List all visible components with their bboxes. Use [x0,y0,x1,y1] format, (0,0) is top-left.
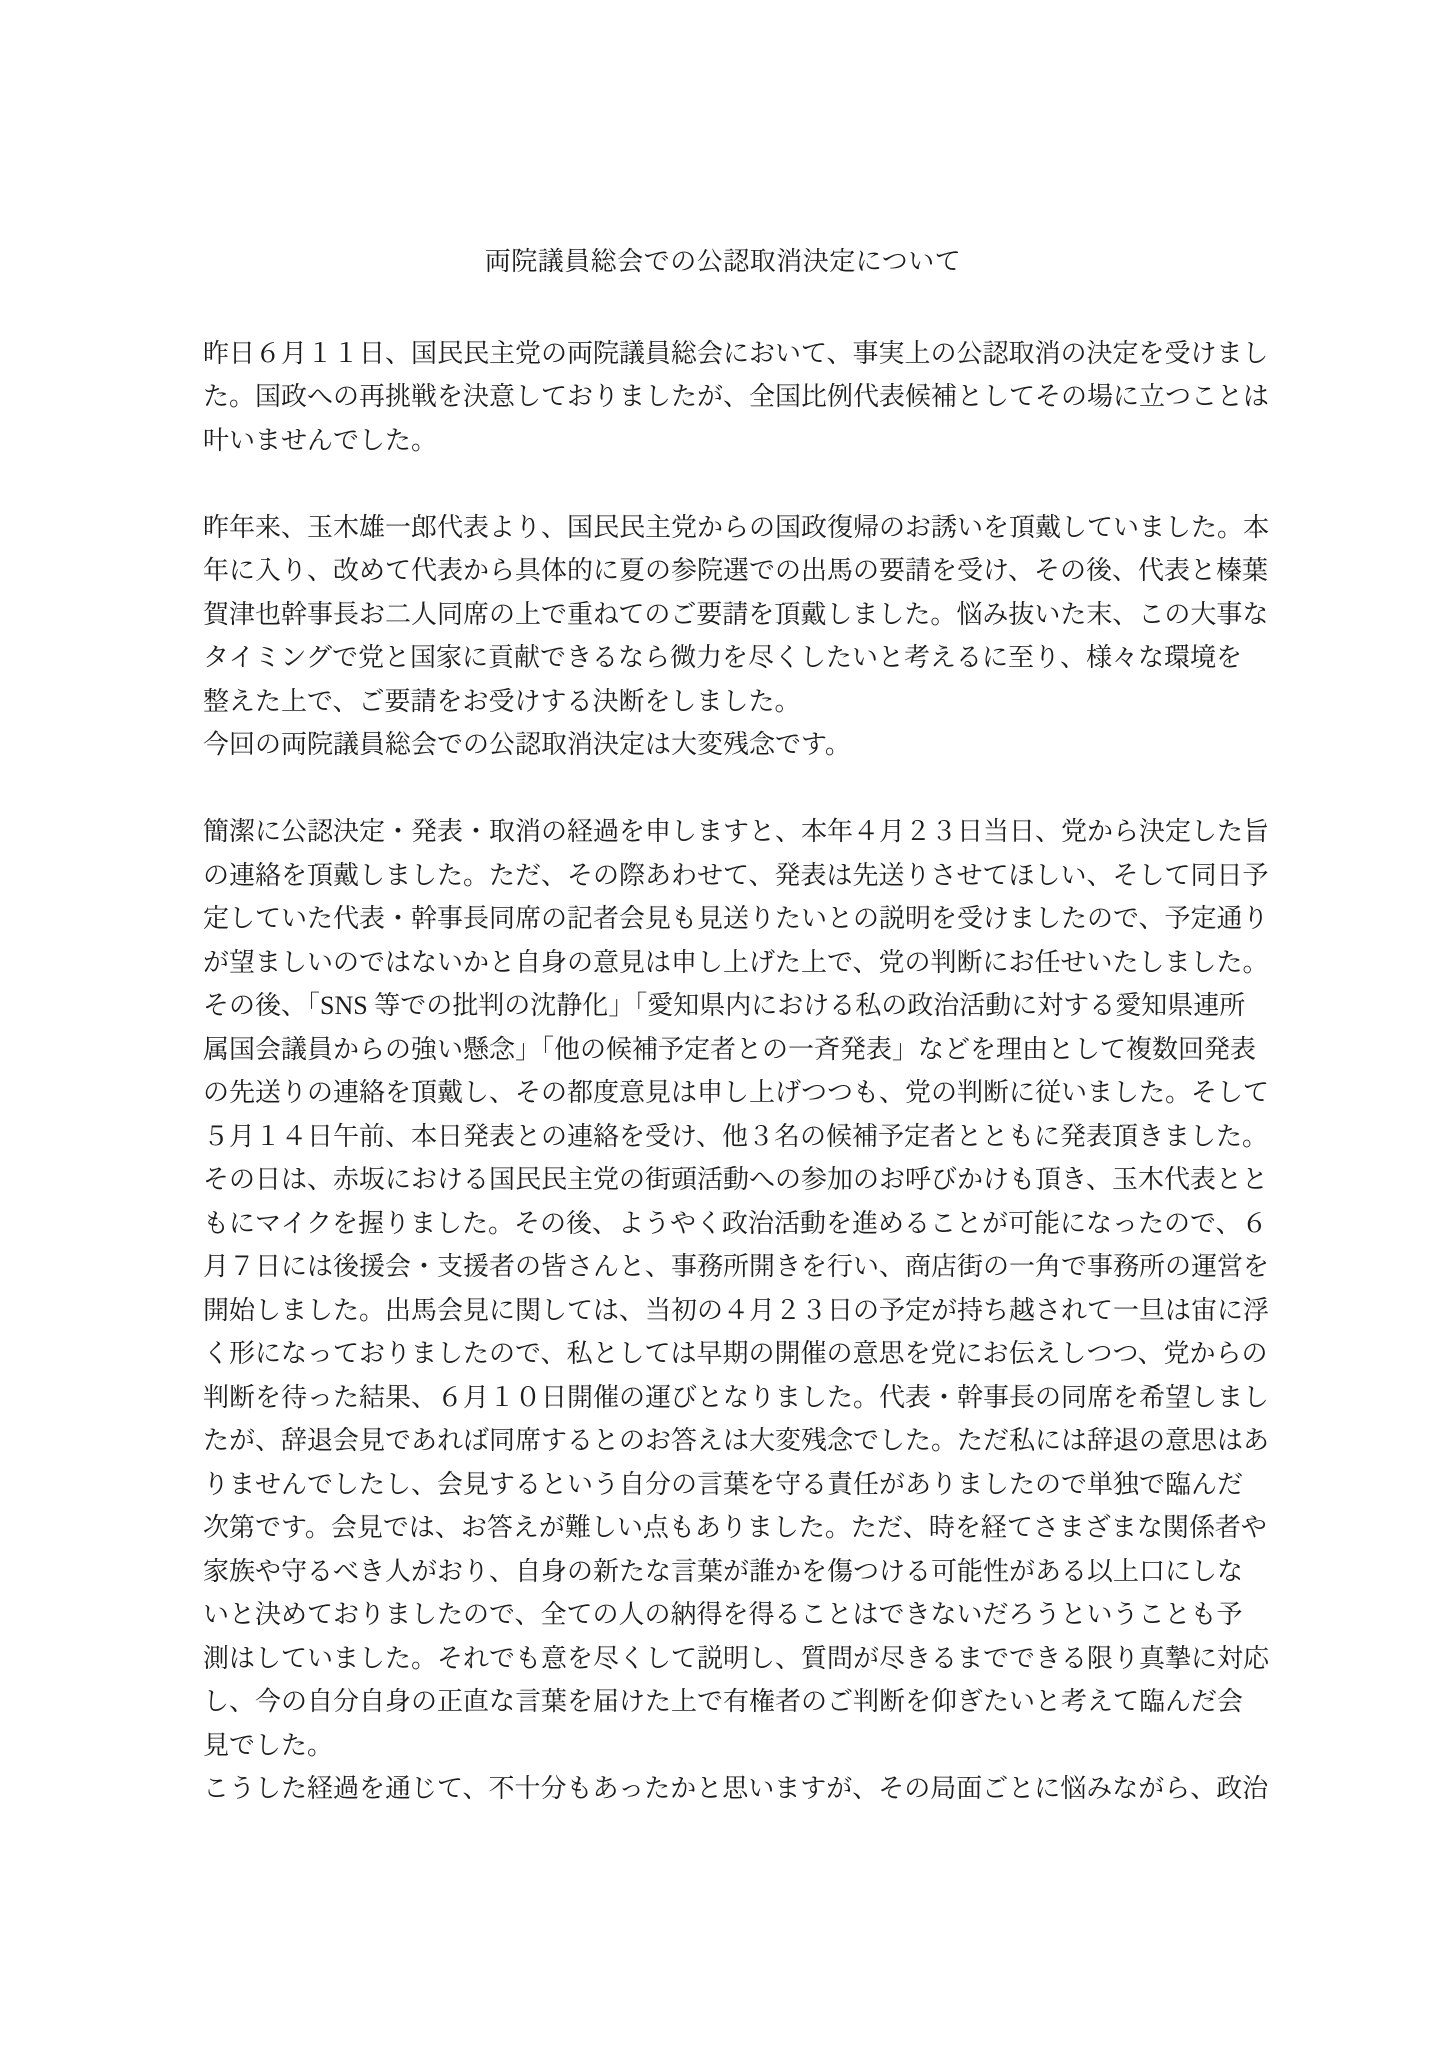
text-line: いと決めておりましたので、全ての人の納得を得ることはできないだろうということも予 [203,1600,1243,1629]
text-line: 見でした。 [203,1730,334,1760]
text-line: 月７日には後援会・支援者の皆さんと、事務所開きを行い、商店街の一角で事務所の運営を [203,1252,1270,1281]
text-line: の先送りの連絡を頂戴し、その都度意見は申し上げつつも、党の判断に従いました。そして [203,1078,1270,1107]
document-title: 両院議員総会での公認取消決定について [484,247,962,276]
text-line: たが、辞退会見であれば同席するとのお答えは大変残念でした。ただ私には辞退の意思はあ [203,1426,1270,1455]
document-content [203,240,1270,1811]
text-line: 叶いませんでした。 [203,425,438,455]
text-line: し、今の自分自身の正直な言葉を届けた上で有権者のご判断を仰ぎたいと考えて臨んだ会 [203,1687,1244,1716]
text-line: りませんでしたし、会見するという自分の言葉を守る責任がありましたので単独で臨んだ [203,1469,1244,1499]
text-line: 測はしていました。それでも意を尽くして説明し、質問が尽きるまでできる限り真摯に対応 [203,1643,1270,1673]
text-line: 賀津也幹事長お二人同席の上で重ねてのご要請を頂戴しました。悩み抜いた末、この大事な [203,599,1269,629]
text-line: 定していた代表・幹事長同席の記者会見も見送りたいとの説明を受けましたので、予定通り [203,904,1269,933]
text-line: こうした経過を通じて、不十分もあったかと思いますが、その局面ごとに悩みながら、政治 [203,1774,1269,1803]
text-line: た。国政への再挑戦を決意しておりましたが、全国比例代表候補としてその場に立つことは [203,382,1270,411]
text-line: の連絡を頂戴しました。ただ、その際あわせて、発表は先送りさせてほしい、そして同日予 [203,860,1269,890]
text-line: 昨年来、玉木雄一郎代表より、国民民主党からの国政復帰のお誘いを頂戴していました。本 [203,512,1270,542]
text-line: もにマイクを握りました。その後、ようやく政治活動を進めることが可能になったので、６ [203,1208,1268,1238]
text-line: 年に入り、改めて代表から具体的に夏の参院選での出馬の要請を受け、その後、代表と榛葉 [203,556,1268,585]
text-line: 開始しました。出馬会見に関しては、当初の４月２３日の予定が持ち越されて一旦は宙に浮 [203,1295,1270,1325]
text-line: その日は、赤坂における国民民主党の街頭活動への参加のお呼びかけも頂き、玉木代表とと [203,1165,1268,1194]
text-line: 簡潔に公認決定・発表・取消の経過を申しますと、本年４月２３日当日、党から決定した旨 [203,817,1270,846]
text-line: 今回の両院議員総会での公認取消決定は大変残念です。 [203,730,851,759]
text-line: タイミングで党と国家に貢献できるなら微力を尽くしたいと考えるに至り、様々な環境を [203,643,1242,672]
text-line: く形になっておりましたので、私としては早期の開催の意思を党にお伝えしつつ、党からの [203,1339,1268,1368]
text-line: が望ましいのではないかと自身の意見は申し上げた上で、党の判断にお任せいたしました。 [203,947,1269,977]
text-line: 次第です。会見では、お答えが難しい点もありました。ただ、時を経てさまざまな関係者や [203,1513,1267,1542]
paragraph [203,506,1270,767]
text-line: 昨日６月１１日、国民民主党の両院議員総会において、事実上の公認取消の決定を受けまし [203,338,1269,368]
text-line: ５月１４日午前、本日発表との連絡を受け、他３名の候補予定者とともに発表頂きました。 [203,1121,1268,1151]
text-line: 家族や守るべき人がおり、自身の新たな言葉が誰かを傷つける可能性がある以上口にしな [203,1556,1244,1586]
paragraph [203,332,1270,463]
paragraph [203,810,1270,1811]
text-line: 整えた上で、ご要請をお受けする決断をしました。 [203,686,801,716]
text-line: 判断を待った結果、６月１０日開催の運びとなりました。代表・幹事長の同席を希望しまし [203,1382,1270,1412]
text-line: その後、「SNS 等での批判の沈静化」「愛知県内における私の政治活動に対する愛知県連所 [203,991,1246,1020]
text-line: 属国会議員からの強い懸念」「他の候補予定者との一斉発表」などを理由として複数回発表 [203,1034,1257,1064]
